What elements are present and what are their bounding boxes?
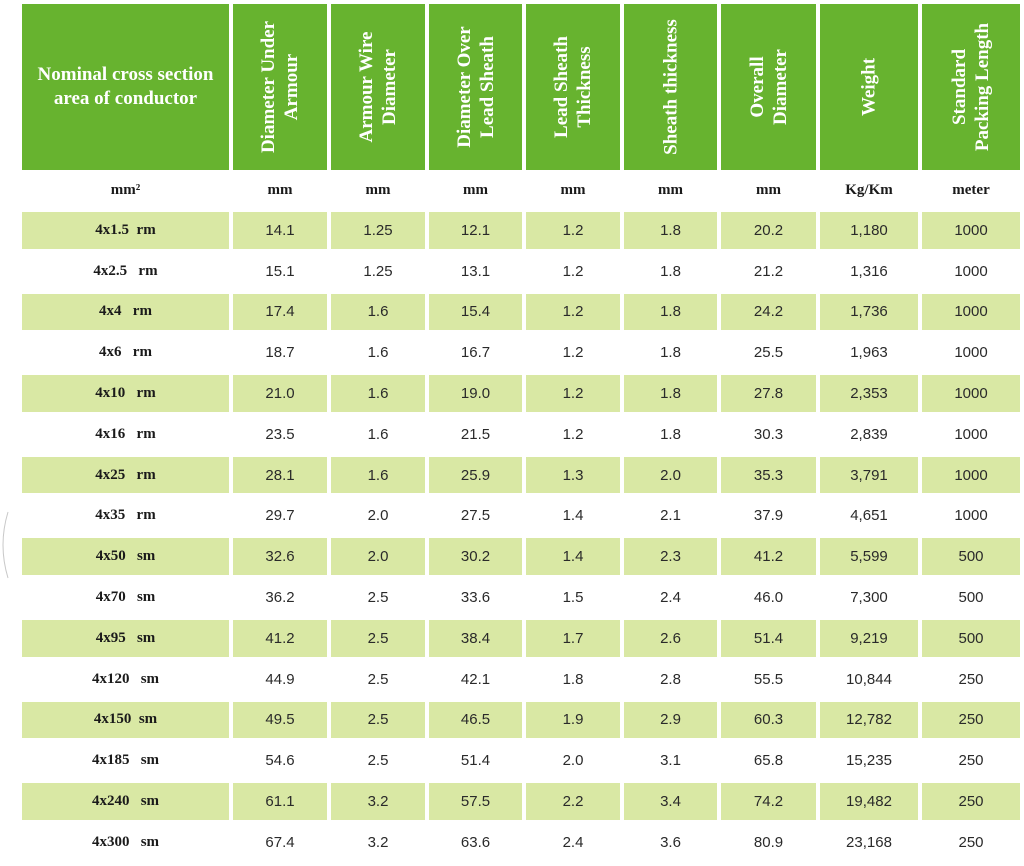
table-cell: 35.3: [721, 457, 816, 494]
table-cell: 1.2: [526, 212, 620, 249]
table-cell: 1.4: [526, 538, 620, 575]
table-cell: 46.0: [753, 588, 784, 606]
table-cell: 10,844: [846, 670, 892, 688]
table-cell: 1.6: [367, 344, 389, 362]
table-cell: 23.5: [265, 425, 295, 443]
table-cell: 30.2: [429, 538, 522, 575]
table-cell: 1.2: [526, 375, 620, 412]
table-cell: 250: [958, 670, 984, 688]
table-cell: 1000: [922, 212, 1020, 249]
table-cell: 29.7: [265, 507, 295, 525]
table-cell: 41.2: [721, 538, 816, 575]
header-cell-6: [721, 4, 816, 170]
table-cell: 1000: [922, 375, 1020, 412]
table-cell: 1000: [922, 457, 1020, 494]
header-label-cross-section: Nominal cross section area of conductor: [37, 64, 214, 109]
table-cell: 1.3: [526, 457, 620, 494]
table-cell: 2.0: [562, 752, 584, 770]
table-cell: 2.5: [331, 620, 425, 657]
table-cell: 3.4: [624, 783, 717, 820]
header-cell-5: [624, 4, 717, 170]
table-cell: 51.4: [460, 752, 491, 770]
table-cell: 30.3: [753, 425, 784, 443]
table-cell: 46.5: [429, 702, 522, 739]
table-cell: 1.6: [331, 457, 425, 494]
table-cell: 7,300: [850, 588, 888, 606]
unit-label: mm: [267, 181, 293, 198]
row-size-label: 4x300 sm: [91, 833, 160, 850]
row-size-label: 4x240 sm: [22, 783, 229, 820]
table-cell: 5,599: [820, 538, 918, 575]
table-cell: 60.3: [721, 702, 816, 739]
table-cell: 1000: [922, 294, 1020, 331]
table-cell: 1.6: [367, 425, 389, 443]
table-cell: 23,168: [846, 833, 892, 851]
table-cell: 2.5: [331, 702, 425, 739]
table-cell: 3.1: [660, 752, 681, 770]
table-cell: 1.7: [526, 620, 620, 657]
table-cell: 14.1: [233, 212, 327, 249]
table-cell: 2.0: [367, 507, 389, 525]
row-size-label: 4x120 sm: [91, 670, 160, 687]
table-cell: 19.0: [429, 375, 522, 412]
table-cell: 33.6: [460, 588, 491, 606]
table-cell: 19,482: [820, 783, 918, 820]
table-cell: 63.6: [460, 833, 491, 851]
row-size-label: 4x10 rm: [22, 375, 229, 412]
row-size-label: 4x16 rm: [95, 425, 156, 442]
table-cell: 2,353: [820, 375, 918, 412]
table-cell: 28.1: [233, 457, 327, 494]
table-cell: 2.9: [624, 702, 717, 739]
table-cell: 36.2: [265, 588, 295, 606]
table-cell: 2.0: [624, 457, 717, 494]
table-cell: 24.2: [721, 294, 816, 331]
table-cell: 1.6: [331, 375, 425, 412]
table-cell: 250: [958, 833, 984, 851]
table-cell: 1000: [954, 344, 988, 362]
table-cell: 57.5: [429, 783, 522, 820]
table-cell: 1000: [954, 507, 988, 525]
header-cell-1: [233, 4, 327, 170]
table-cell: 21.2: [753, 262, 784, 280]
table-cell: 32.6: [233, 538, 327, 575]
header-label: Standard Packing Length: [949, 22, 993, 152]
header-label: Diameter Under Armour: [258, 20, 302, 154]
table-cell: 61.1: [233, 783, 327, 820]
row-size-label: 4x6 rm: [99, 344, 152, 361]
table-cell: 1,736: [820, 294, 918, 331]
table-cell: 1.8: [624, 375, 717, 412]
header-cell-3: [429, 4, 522, 170]
table-cell: 1,963: [850, 344, 888, 362]
table-cell: 1.25: [363, 262, 393, 280]
table-cell: 1.2: [526, 294, 620, 331]
table-cell: 250: [922, 702, 1020, 739]
row-size-label: 4x95 sm: [22, 620, 229, 657]
table-cell: 1000: [954, 262, 988, 280]
table-cell: 1000: [954, 425, 988, 443]
table-cell: 21.0: [233, 375, 327, 412]
table-cell: 2.1: [660, 507, 681, 525]
table-cell: 3.2: [367, 833, 389, 851]
table-cell: 3,791: [820, 457, 918, 494]
table-cell: 1.8: [624, 212, 717, 249]
table-cell: 9,219: [820, 620, 918, 657]
header-label: Armour Wire Diameter: [356, 31, 400, 143]
header-cell-cross-section: [22, 4, 229, 170]
unit-label: Kg/Km: [845, 181, 893, 198]
table-cell: 80.9: [753, 833, 784, 851]
unit-label: mm²: [110, 181, 141, 198]
table-cell: 38.4: [429, 620, 522, 657]
table-cell: 2.3: [624, 538, 717, 575]
table-cell: 27.8: [721, 375, 816, 412]
table-cell: 41.2: [233, 620, 327, 657]
table-cell: 1.8: [624, 294, 717, 331]
table-cell: 37.9: [753, 507, 784, 525]
table-cell: 500: [958, 588, 984, 606]
table-cell: 2.4: [660, 588, 681, 606]
table-cell: 1.8: [562, 670, 584, 688]
table-cell: 16.7: [460, 344, 491, 362]
table-cell: 1,316: [850, 262, 888, 280]
table-cell: 500: [922, 620, 1020, 657]
table-cell: 51.4: [721, 620, 816, 657]
table-cell: 2.5: [367, 588, 389, 606]
table-cell: 1.8: [660, 425, 681, 443]
unit-label: mm: [658, 181, 683, 198]
header-cell-7: [820, 4, 918, 170]
table-cell: 1.2: [562, 425, 584, 443]
table-cell: 55.5: [753, 670, 784, 688]
unit-label: mm: [756, 181, 781, 198]
table-cell: 1.6: [331, 294, 425, 331]
table-cell: 65.8: [753, 752, 784, 770]
table-cell: 4,651: [850, 507, 888, 525]
header-label: Lead Sheath Thickness: [551, 36, 595, 138]
table-cell: 3.6: [660, 833, 681, 851]
unit-label: mm: [365, 181, 391, 198]
table-cell: 25.9: [429, 457, 522, 494]
table-cell: 15,235: [846, 752, 892, 770]
table-cell: 2,839: [850, 425, 888, 443]
table-cell: 2.5: [367, 670, 389, 688]
row-size-label: 4x35 rm: [95, 507, 156, 524]
row-size-label: 4x1.5 rm: [22, 212, 229, 249]
header-label: Overall Diameter: [746, 49, 791, 125]
table-cell: 250: [958, 752, 984, 770]
table-cell: 1.5: [562, 588, 584, 606]
table-cell: 1.9: [526, 702, 620, 739]
table-cell: 1.25: [331, 212, 425, 249]
table-cell: 12.1: [429, 212, 522, 249]
table-cell: 2.2: [526, 783, 620, 820]
table-cell: 49.5: [233, 702, 327, 739]
header-label: Diameter Over Lead Sheath: [453, 26, 498, 148]
row-size-label: 4x25 rm: [22, 457, 229, 494]
table-cell: 1,180: [820, 212, 918, 249]
table-cell: 27.5: [460, 507, 491, 525]
table-cell: 2.0: [331, 538, 425, 575]
row-size-label: 4x2.5 rm: [93, 262, 158, 279]
header-cell-2: [331, 4, 425, 170]
table-cell: 54.6: [265, 752, 295, 770]
table-cell: 1.8: [660, 344, 681, 362]
table-cell: 18.7: [265, 344, 295, 362]
table-cell: 2.4: [562, 833, 584, 851]
table-cell: 21.5: [460, 425, 491, 443]
table-cell: 2.5: [367, 752, 389, 770]
header-cell-4: [526, 4, 620, 170]
row-size-label: 4x50 sm: [22, 538, 229, 575]
table-cell: 13.1: [460, 262, 491, 280]
row-size-label: 4x185 sm: [91, 752, 160, 769]
row-size-label: 4x150 sm: [22, 702, 229, 739]
table-cell: 2.6: [624, 620, 717, 657]
table-cell: 1.4: [562, 507, 584, 525]
table-cell: 1.8: [660, 262, 681, 280]
table-cell: 67.4: [265, 833, 295, 851]
table-cell: 15.1: [265, 262, 295, 280]
row-size-label: 4x70 sm: [95, 588, 156, 605]
table-cell: 15.4: [429, 294, 522, 331]
header-label: Sheath thickness: [660, 19, 681, 155]
unit-label: mm: [560, 181, 586, 198]
table-cell: 20.2: [721, 212, 816, 249]
table-cell: 2.8: [660, 670, 681, 688]
unit-label: mm: [463, 181, 488, 198]
table-cell: 500: [922, 538, 1020, 575]
row-size-label: 4x4 rm: [22, 294, 229, 331]
header-label: Weight: [858, 57, 880, 117]
table-cell: 44.9: [265, 670, 295, 688]
table-cell: 1.2: [562, 344, 584, 362]
table-cell: 25.5: [753, 344, 784, 362]
table-cell: 12,782: [820, 702, 918, 739]
table-cell: 250: [922, 783, 1020, 820]
header-cell-8: [922, 4, 1020, 170]
table-cell: 74.2: [721, 783, 816, 820]
table-cell: 42.1: [460, 670, 491, 688]
table-cell: 3.2: [331, 783, 425, 820]
table-cell: 1.2: [562, 262, 584, 280]
unit-label: meter: [952, 181, 990, 198]
decorative-arc: [0, 510, 10, 580]
table-cell: 17.4: [233, 294, 327, 331]
